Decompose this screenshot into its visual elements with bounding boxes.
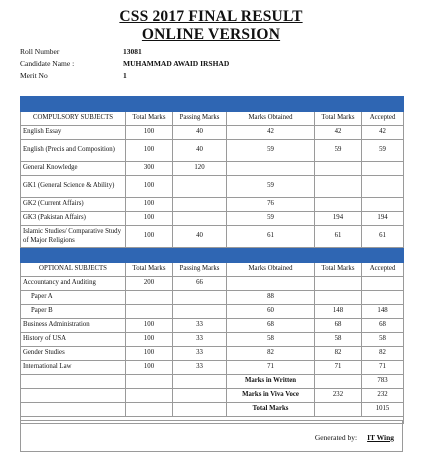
blank-cell: [21, 375, 126, 389]
header-row: [21, 263, 404, 277]
total-marks: 200: [126, 277, 173, 291]
passing-marks: 33: [173, 319, 227, 333]
passing-marks: [173, 176, 227, 198]
page-title: CSS 2017 FINAL RESULT: [119, 8, 303, 25]
passing-marks: 120: [173, 162, 227, 176]
name-value: MUHAMMAD AWAID IRSHAD: [123, 59, 230, 68]
viva-sum: 232: [315, 389, 362, 403]
total-marks: 100: [126, 198, 173, 212]
summary-row-written: [21, 375, 404, 389]
sum-marks: 68: [315, 319, 362, 333]
subject-name: International Law: [21, 361, 126, 375]
written-value: 783: [362, 375, 404, 389]
accepted-marks: 148: [362, 305, 404, 319]
total-marks: 100: [126, 176, 173, 198]
sum-marks: 194: [315, 212, 362, 226]
candidate-info: [20, 46, 229, 82]
marks-obtained: 58: [227, 333, 315, 347]
marks-obtained: 61: [227, 226, 315, 248]
passing-marks: 33: [173, 347, 227, 361]
roll-label: Roll Number: [20, 47, 60, 56]
accepted-marks: 68: [362, 319, 404, 333]
table-row: [21, 305, 404, 319]
passing-marks: 40: [173, 140, 227, 162]
subject-name: GK3 (Pakistan Affairs): [21, 212, 126, 226]
blank-cell: [315, 375, 362, 389]
header-passing-marks: Passing Marks: [173, 112, 227, 126]
subject-name: History of USA: [21, 333, 126, 347]
page-subtitle: ONLINE VERSION: [141, 26, 281, 43]
section-band: [21, 97, 404, 112]
passing-marks: [173, 291, 227, 305]
header-subject: OPTIONAL SUBJECTS: [21, 263, 126, 277]
accepted-marks: [362, 277, 404, 291]
table-row: [21, 198, 404, 212]
passing-marks: 33: [173, 361, 227, 375]
merit-label: Merit No: [20, 71, 48, 80]
generated-label: Generated by:: [314, 433, 358, 442]
header-marks-obtained: Marks Obtained: [227, 112, 315, 126]
written-label: Marks in Written: [227, 375, 315, 389]
marks-obtained: 68: [227, 319, 315, 333]
total-marks: 100: [126, 140, 173, 162]
subject-name: English Essay: [21, 126, 126, 140]
table-row: [21, 140, 404, 162]
table-row: [21, 226, 404, 248]
table-row: [21, 291, 404, 305]
header-subject: COMPULSORY SUBJECTS: [21, 112, 126, 126]
sum-marks: [315, 176, 362, 198]
accepted-marks: 42: [362, 126, 404, 140]
subject-name: Paper B: [21, 305, 126, 319]
sum-marks: 82: [315, 347, 362, 361]
section-band-cell: [21, 97, 404, 112]
header-total-marks: Total Marks: [126, 263, 173, 277]
subject-name: GK2 (Current Affairs): [21, 198, 126, 212]
table-row: [21, 319, 404, 333]
marks-obtained: 60: [227, 305, 315, 319]
result-table: [20, 96, 404, 424]
total-marks: [126, 305, 173, 319]
total-marks: 100: [126, 212, 173, 226]
viva-label: Marks in Viva Voce: [227, 389, 315, 403]
sum-marks: [315, 277, 362, 291]
marks-obtained: [227, 277, 315, 291]
blank-cell: [315, 403, 362, 417]
marks-obtained: 71: [227, 361, 315, 375]
subject-name: Islamic Studies/ Comparative Study of Major Religions: [21, 226, 126, 248]
header-passing-marks: Passing Marks: [173, 263, 227, 277]
table-row: [21, 126, 404, 140]
sum-marks: 58: [315, 333, 362, 347]
header-sum-marks: Total Marks: [315, 112, 362, 126]
sum-marks: 148: [315, 305, 362, 319]
total-marks: 100: [126, 347, 173, 361]
summary-row-total: [21, 403, 404, 417]
accepted-marks: [362, 291, 404, 305]
accepted-marks: 59: [362, 140, 404, 162]
total-marks: 100: [126, 319, 173, 333]
blank-cell: [21, 403, 126, 417]
generated-value: IT Wing: [367, 433, 394, 442]
sum-marks: 42: [315, 126, 362, 140]
total-label: Total Marks: [227, 403, 315, 417]
sum-marks: 59: [315, 140, 362, 162]
accepted-marks: 71: [362, 361, 404, 375]
merit-value: 1: [123, 71, 127, 80]
blank-cell: [126, 375, 173, 389]
accepted-marks: [362, 198, 404, 212]
total-marks: 300: [126, 162, 173, 176]
subject-name: English (Precis and Composition): [21, 140, 126, 162]
passing-marks: 40: [173, 226, 227, 248]
passing-marks: 66: [173, 277, 227, 291]
subject-name: General Knowledge: [21, 162, 126, 176]
table-row: [21, 176, 404, 198]
sum-marks: 61: [315, 226, 362, 248]
header-total-marks: Total Marks: [126, 112, 173, 126]
marks-obtained: 82: [227, 347, 315, 361]
subject-name: GK1 (General Science & Ability): [21, 176, 126, 198]
blank-cell: [173, 375, 227, 389]
marks-obtained: 88: [227, 291, 315, 305]
sum-marks: [315, 162, 362, 176]
sum-marks: [315, 198, 362, 212]
blank-cell: [126, 403, 173, 417]
subject-name: Paper A: [21, 291, 126, 305]
passing-marks: [173, 305, 227, 319]
table-row: [21, 212, 404, 226]
subject-name: Business Administration: [21, 319, 126, 333]
footer: [20, 420, 403, 452]
accepted-marks: 82: [362, 347, 404, 361]
total-value: 1015: [362, 403, 404, 417]
section-band: [21, 248, 404, 263]
roll-value: 13081: [123, 47, 142, 56]
blank-cell: [173, 403, 227, 417]
passing-marks: 40: [173, 126, 227, 140]
total-marks: 100: [126, 361, 173, 375]
marks-obtained: [227, 162, 315, 176]
accepted-marks: 194: [362, 212, 404, 226]
sum-marks: 71: [315, 361, 362, 375]
viva-value: 232: [362, 389, 404, 403]
blank-cell: [126, 389, 173, 403]
passing-marks: [173, 212, 227, 226]
name-label: Candidate Name :: [20, 59, 75, 68]
header-marks-obtained: Marks Obtained: [227, 263, 315, 277]
table-row: [21, 347, 404, 361]
accepted-marks: [362, 176, 404, 198]
blank-cell: [173, 389, 227, 403]
marks-obtained: 42: [227, 126, 315, 140]
header-accepted: Accepted: [362, 112, 404, 126]
subject-name: Accountancy and Auditing: [21, 277, 126, 291]
sum-marks: [315, 291, 362, 305]
table-row: [21, 162, 404, 176]
table-row: [21, 361, 404, 375]
marks-obtained: 59: [227, 212, 315, 226]
marks-obtained: 59: [227, 140, 315, 162]
passing-marks: 33: [173, 333, 227, 347]
generated-by: [315, 433, 394, 442]
summary-row-viva: [21, 389, 404, 403]
total-marks: 100: [126, 126, 173, 140]
accepted-marks: 61: [362, 226, 404, 248]
total-marks: 100: [126, 333, 173, 347]
table-row: [21, 333, 404, 347]
section-band-cell: [21, 248, 404, 263]
marks-obtained: 59: [227, 176, 315, 198]
accepted-marks: [362, 162, 404, 176]
table-row: [21, 277, 404, 291]
header-row: [21, 112, 404, 126]
blank-cell: [21, 389, 126, 403]
subject-name: Gender Studies: [21, 347, 126, 361]
header-accepted: Accepted: [362, 263, 404, 277]
header-sum-marks: Total Marks: [315, 263, 362, 277]
marks-obtained: 76: [227, 198, 315, 212]
total-marks: 100: [126, 226, 173, 248]
accepted-marks: 58: [362, 333, 404, 347]
total-marks: [126, 291, 173, 305]
passing-marks: [173, 198, 227, 212]
